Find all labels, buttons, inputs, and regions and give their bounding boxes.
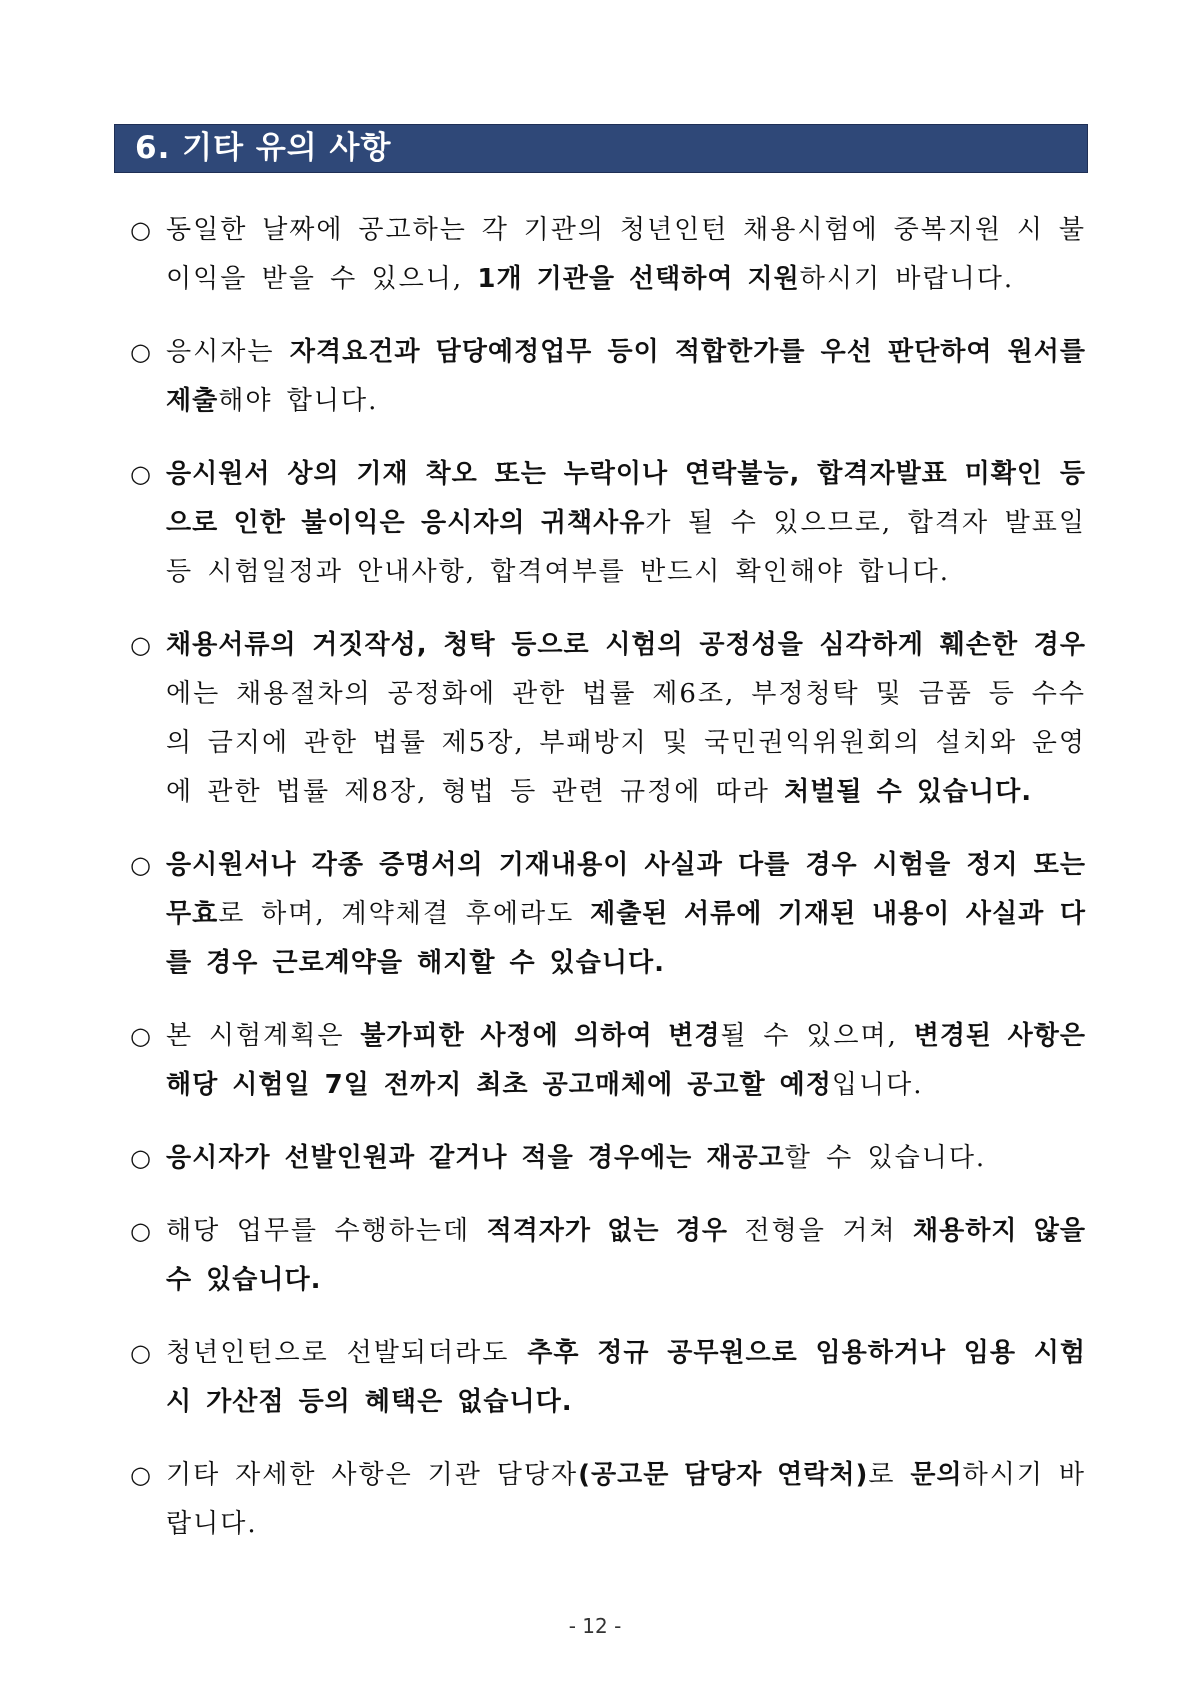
emphasized-text: 채용하지 않을 수 있습니다. — [166, 1216, 1086, 1295]
emphasized-text: 제출된 서류에 기재된 내용이 사실과 다를 경우 근로계약을 해지할 수 있습니다. — [166, 899, 1086, 978]
text-segment: 할 수 있습니다. — [784, 1143, 987, 1173]
text-segment: 청년인턴으로 선발되더라도 — [166, 1338, 528, 1368]
text-segment: 응시자는 — [166, 337, 290, 367]
emphasized-text: (공고문 담당자 연락처) — [578, 1460, 869, 1490]
bullet-icon: ○ — [130, 631, 151, 659]
emphasized-text: 채용서류의 거짓작성, 청탁 등으로 시험의 공정성을 심각하게 훼손한 경우 — [166, 630, 1086, 660]
list-item — [130, 1134, 1086, 1183]
list-item — [130, 621, 1086, 817]
bullet-icon: ○ — [130, 1144, 151, 1172]
text-segment: 본 시험계획은 — [166, 1021, 361, 1051]
emphasized-text: 응시원서나 각종 증명서의 기재내용이 사실과 다를 경우 시험을 정지 또는 무효 — [166, 850, 1086, 929]
list-item-text — [166, 1329, 1086, 1427]
section-title: 6. 기타 유의 사항 — [114, 124, 1088, 173]
list-item-text — [166, 328, 1086, 426]
list-item-text — [166, 1134, 1086, 1183]
emphasized-text: 응시원서 상의 기재 착오 또는 누락이나 연락불능, 합격자발표 미확인 등으로 인한 불이익은 응시자의 귀책사유 — [166, 459, 1086, 538]
list-item-text — [166, 450, 1086, 597]
list-item-text — [166, 841, 1086, 988]
text-segment: 입니다. — [831, 1070, 924, 1100]
list-item — [130, 841, 1086, 988]
list-item — [130, 1012, 1086, 1110]
text-segment: 기타 자세한 사항은 기관 담당자 — [166, 1460, 579, 1490]
bullet-icon: ○ — [130, 338, 151, 366]
emphasized-text: 적격자가 없는 경우 — [486, 1216, 729, 1246]
list-item — [130, 1451, 1086, 1549]
emphasized-text: 1개 기관을 선택하여 지원 — [477, 264, 800, 294]
bullet-icon: ○ — [130, 1339, 151, 1367]
emphasized-text: 문의 — [910, 1460, 963, 1490]
emphasized-text: 불가피한 사정에 의하여 변경 — [360, 1021, 721, 1051]
text-segment: 로 하며, 계약체결 후에라도 — [218, 899, 591, 929]
text-segment: 에는 채용절차의 공정화에 관한 법률 제6조, 부정청탁 및 금품 등 수수의 금지에 관한 법률 제5장, 부패방지 및 국민권익위원회의 설치와 운영에 관한 법률 제8장, 형법 등 관련 규정에 따라 — [166, 679, 1086, 807]
text-segment: 하시기 바랍니다. — [799, 264, 1015, 294]
text-segment: 해당 업무를 수행하는데 — [166, 1216, 487, 1246]
text-segment: 가 될 수 있으므로, 합격자 발표일 등 시험일정과 안내사항, 합격여부를 반드시 확인해야 합니다. — [166, 508, 1086, 587]
text-segment: 로 — [868, 1460, 911, 1490]
bullet-icon: ○ — [130, 460, 151, 488]
list-item-text — [166, 1012, 1086, 1110]
page-number: - 12 - — [568, 1614, 622, 1638]
list-item-text — [166, 206, 1086, 304]
emphasized-text: 변경된 사항은 해당 시험일 7일 전까지 최초 공고매체에 공고할 예정 — [166, 1021, 1086, 1100]
list-item — [130, 328, 1086, 426]
notice-list — [130, 206, 1086, 1573]
text-segment: 될 수 있으며, — [720, 1021, 914, 1051]
emphasized-text: 응시자가 선발인원과 같거나 적을 경우에는 재공고 — [166, 1143, 785, 1173]
emphasized-text: 자격요건과 담당예정업무 등이 적합한가를 우선 판단하여 원서를 제출 — [166, 337, 1086, 416]
text-segment: 하시기 바랍니다. — [166, 1460, 1086, 1539]
text-segment: 전형을 거쳐 — [728, 1216, 914, 1246]
list-item — [130, 206, 1086, 304]
list-item-text — [166, 621, 1086, 817]
bullet-icon: ○ — [130, 216, 151, 244]
bullet-icon: ○ — [130, 1217, 151, 1245]
list-item — [130, 1329, 1086, 1427]
emphasized-text: 추후 정규 공무원으로 임용하거나 임용 시험 시 가산점 등의 혜택은 없습니다. — [166, 1338, 1086, 1417]
text-segment: 해야 합니다. — [218, 386, 379, 416]
text-segment: 동일한 날짜에 공고하는 각 기관의 청년인턴 채용시험에 중복지원 시 불이익을 받을 수 있으니, — [166, 215, 1086, 294]
list-item — [130, 450, 1086, 597]
emphasized-text: 처벌될 수 있습니다. — [784, 777, 1033, 807]
bullet-icon: ○ — [130, 1022, 151, 1050]
list-item-text — [166, 1451, 1086, 1549]
list-item-text — [166, 1207, 1086, 1305]
bullet-icon: ○ — [130, 1461, 151, 1489]
bullet-icon: ○ — [130, 851, 151, 879]
list-item — [130, 1207, 1086, 1305]
